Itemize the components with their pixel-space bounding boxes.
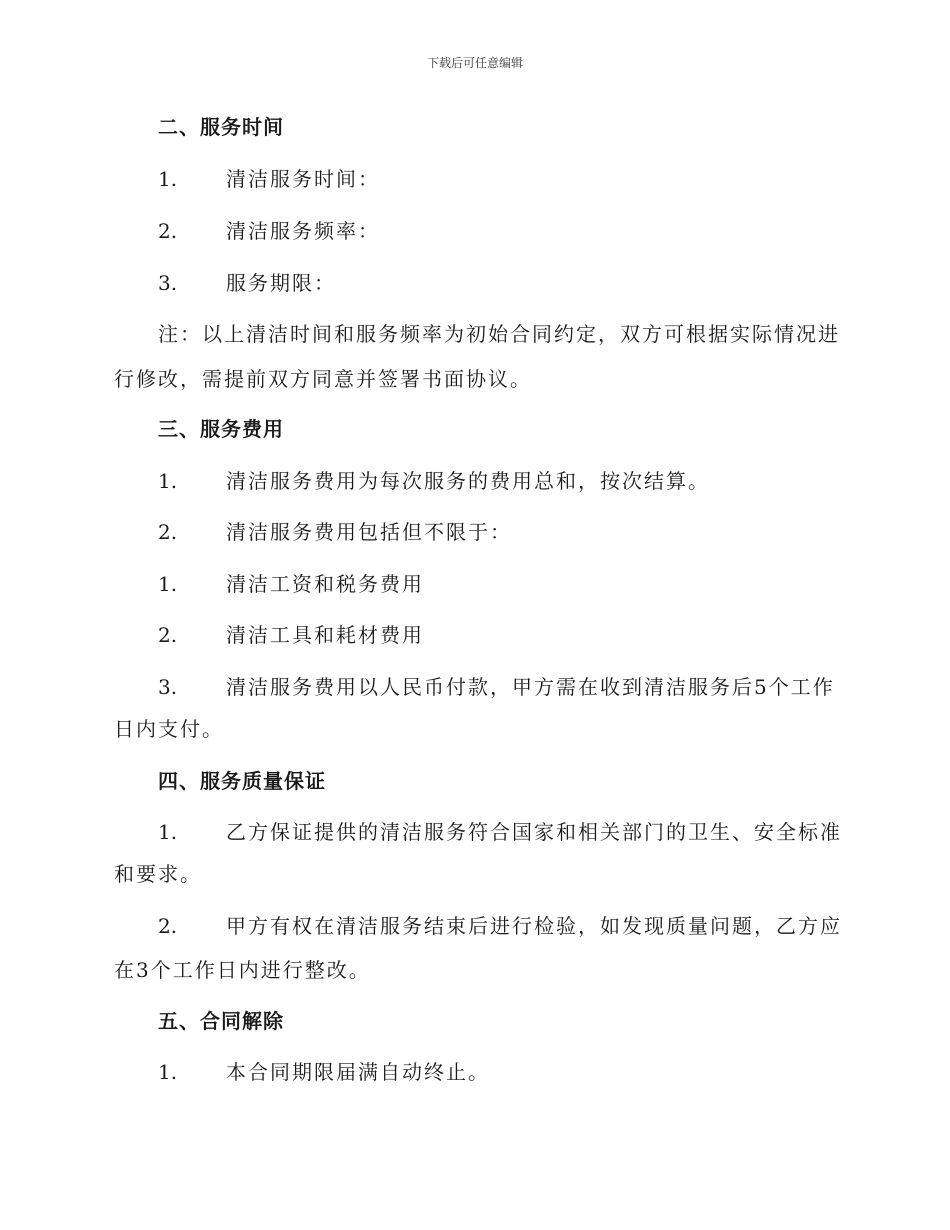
item-text: 清洁服务时间： bbox=[226, 167, 380, 191]
note-paragraph-line-2: 行修改，需提前双方同意并签署书面协议。 bbox=[114, 367, 532, 391]
item-text: 清洁服务费用以人民币付款，甲方需在收到清洁服务后5个工作 bbox=[226, 675, 835, 699]
item-text: 本合同期限届满自动终止。 bbox=[226, 1060, 490, 1084]
section-heading-contract-termination: 五、合同解除 bbox=[158, 1009, 284, 1033]
page-header: 下载后可任意编辑 bbox=[426, 56, 523, 70]
item-number: 1. bbox=[158, 820, 178, 844]
item-continuation: 在3个工作日内进行整改。 bbox=[114, 958, 371, 982]
section-heading-quality-assurance: 四、服务质量保证 bbox=[158, 769, 326, 793]
item-text: 清洁工具和耗材费用 bbox=[226, 623, 424, 647]
item-text: 服务期限： bbox=[226, 271, 336, 295]
item-text: 乙方保证提供的清洁服务符合国家和相关部门的卫生、安全标准 bbox=[226, 820, 842, 844]
section-heading-service-fee: 三、服务费用 bbox=[158, 417, 284, 441]
item-number: 1. bbox=[158, 167, 178, 191]
item-continuation: 日内支付。 bbox=[114, 717, 224, 741]
item-number: 1. bbox=[158, 572, 178, 596]
item-number: 1. bbox=[158, 1060, 178, 1084]
item-text: 甲方有权在清洁服务结束后进行检验，如发现质量问题，乙方应 bbox=[226, 914, 842, 938]
item-number: 2. bbox=[158, 219, 178, 243]
item-number: 2. bbox=[158, 914, 178, 938]
item-text: 清洁服务费用为每次服务的费用总和，按次结算。 bbox=[226, 469, 710, 493]
item-continuation: 和要求。 bbox=[114, 862, 202, 886]
item-number: 2. bbox=[158, 520, 178, 544]
item-number: 1. bbox=[158, 469, 178, 493]
item-number: 2. bbox=[158, 623, 178, 647]
note-paragraph-line-1: 注：以上清洁时间和服务频率为初始合同约定，双方可根据实际情况进 bbox=[158, 322, 840, 346]
item-text: 清洁服务费用包括但不限于： bbox=[226, 520, 512, 544]
item-number: 3. bbox=[158, 675, 178, 699]
section-heading-service-time: 二、服务时间 bbox=[158, 115, 284, 139]
item-text: 清洁工资和税务费用 bbox=[226, 572, 424, 596]
item-text: 清洁服务频率： bbox=[226, 219, 380, 243]
item-number: 3. bbox=[158, 271, 178, 295]
